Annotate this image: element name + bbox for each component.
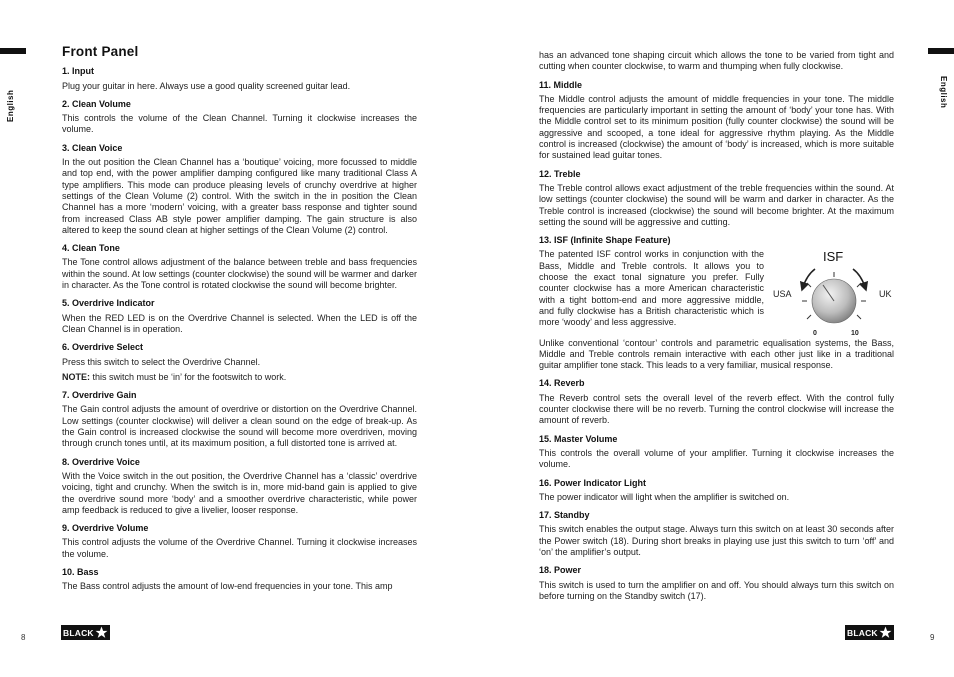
brand-logo-right: [845, 625, 894, 640]
language-tab-label: English: [939, 76, 948, 109]
note-label: NOTE:: [62, 371, 90, 382]
page-number-right: 9: [930, 633, 935, 642]
section-heading: 5. Overdrive Indicator: [62, 298, 155, 309]
max-label: 10: [851, 330, 859, 338]
logo-text: BLACK: [63, 627, 94, 638]
section-heading: 17. Standby: [539, 510, 590, 521]
language-tab-left: [0, 48, 26, 134]
continued-text: has an advanced tone shaping circuit which allows the tone to be varied from tight and cutting when counter clockwise, to warm and thumping when fully clockwise.: [539, 50, 894, 72]
section-heading: 3. Clean Voice: [62, 142, 123, 153]
section-body: The patented ISF control works in conjunction with the Bass, Middle and Treble controls. It allows you to choose the exact tonal signature you prefer. Fully counter clockwise has a more American characteristic with a tight bottom-end and more aggressive middle, and fully clockwise has a British characteristic which is more ‘woody’ and less aggressive.: [539, 249, 764, 328]
star-icon: [95, 626, 108, 639]
section-body: The Middle control adjusts the amount of middle frequencies in your tone. The middle frequencies are particularly important in setting the amount of ‘body’ your tone has. With the Middle control set to its minimum position (fully counter clockwise) the sound will be aggressive and scooped, a tone ideal for aggressive rhythm playing. As the Middle control is increased (clockwise) the amount of ‘body’ is increased, which is more suitable for sustained lead guitar tones.: [539, 93, 894, 161]
left-column: [62, 46, 417, 594]
section-body: The Treble control allows exact adjustment of the treble frequencies within the sound. At low settings (counter clockwise) the sound will be warm and darker in character. As the Treble control is increased (clockwise) the sound will become brighter. At the maximum setting the sound will be aggressive and cutting.: [539, 182, 894, 227]
section-body: Unlike conventional ‘contour’ controls and parametric equalisation systems, the Bass, Middle and Treble controls remain interactive with each other just like in a traditional guitar amplifier tone stack. This leads to a very familiar, musical response.: [539, 337, 894, 371]
section-body: The Gain control adjusts the amount of overdrive or distortion on the Overdrive Channel. Low settings (counter clockwise) will deliver a clean sound on the edge of break-up. As the Gain control is increased clockwise the sound will become more overdriven, moving through crunch tones until, at its maximum position, a full distorted tone is arrived at.: [62, 404, 417, 449]
isf-knob-diagram: [771, 239, 897, 339]
section-heading: 8. Overdrive Voice: [62, 456, 140, 467]
section-body: With the Voice switch in the out position, the Overdrive Channel has a ‘classic’ overdrive voicing, tight and crunchy. When the switch is in, more mid-band gain is applied to give the overdrive sound more ‘body’ and a smoother overdrive characteristic, while power amp feedback is reduced to give a livelier, looser response.: [62, 470, 417, 515]
section-heading: 7. Overdrive Gain: [62, 390, 137, 401]
section-body: When the RED LED is on the Overdrive Channel is selected. When the LED is off the Clean Channel is in operation.: [62, 312, 417, 334]
usa-label: USA: [773, 289, 792, 300]
isf-block: [539, 249, 894, 338]
note-text: this switch must be ‘in’ for the footswitch to work.: [90, 371, 287, 382]
section-heading: 14. Reverb: [539, 378, 585, 389]
section-heading: 9. Overdrive Volume: [62, 523, 149, 534]
language-tab-right: [928, 48, 954, 134]
star-icon: [879, 626, 892, 639]
section-heading: 2. Clean Volume: [62, 98, 131, 109]
logo-text: BLACK: [847, 627, 878, 638]
section-body: This controls the overall volume of your amplifier. Turning it clockwise increases the volume.: [539, 447, 894, 470]
section-body: The power indicator will light when the amplifier is switched on.: [539, 491, 790, 502]
section-heading: 18. Power: [539, 565, 582, 576]
section-body: In the out position the Clean Channel has a ‘boutique’ voicing, more focussed to middle and top end, with the power amplifier damping configured like many traditional Class A type amplifiers. This mode can produce pleasing levels of crunchy overdrive at higher settings of the Clean Volume (2) control. With the switch in the in position the Clean Channel has a more ‘modern’ voicing, with a greater bass response and tighter sound from increased Class AB style power amplifier damping. The gain structure is also altered to keep the sound clean at higher settings of the Clean Volume (2) control.: [62, 157, 417, 235]
section-heading: 13. ISF (Infinite Shape Feature): [539, 235, 671, 246]
section-body: This switch is used to turn the amplifier on and off. You should always turn this switch on before turning on the Standby switch (17).: [539, 579, 894, 601]
section-body: The Bass control adjusts the amount of low-end frequencies in your tone. This amp: [62, 581, 393, 592]
section-body: The Reverb control sets the overall level of the reverb effect. With the control fully counter clockwise there will be no reverb. Turning the control clockwise will increase the amount of reverb.: [539, 392, 894, 426]
section-heading: 16. Power Indicator Light: [539, 477, 647, 488]
uk-label: UK: [879, 289, 892, 300]
section-body: Plug your guitar in here. Always use a good quality screened guitar lead.: [62, 80, 351, 91]
section-heading: 10. Bass: [62, 566, 99, 577]
right-column: [539, 50, 894, 603]
section-heading: 4. Clean Tone: [62, 243, 120, 254]
isf-label: ISF: [823, 249, 844, 265]
section-heading: 12. Treble: [539, 168, 581, 179]
min-label: 0: [813, 330, 817, 338]
page-title: Front Panel: [62, 44, 139, 59]
section-body: This switch enables the output stage. Always turn this switch on at least 30 seconds after the Power switch (18). During short breaks in playing use just this switch to turn ‘off’ and ‘on’ the amplifier’s output.: [539, 524, 894, 557]
section-heading: 1. Input: [62, 66, 94, 77]
section-heading: 15. Master Volume: [539, 433, 618, 444]
brand-logo-left: [61, 625, 110, 640]
section-heading: 6. Overdrive Select: [62, 342, 144, 353]
section-heading: 11. Middle: [539, 79, 583, 90]
section-body: Press this switch to select the Overdrive Channel.: [62, 356, 261, 367]
section-body: This controls the volume of the Clean Channel. Turning it clockwise increases the volume.: [62, 113, 417, 135]
section-body: The Tone control allows adjustment of the balance between treble and bass frequencies within the sound. At low settings (counter clockwise) the sound will be warmer and darker in character. As the Tone control is rotated clockwise the sound will become brighter.: [62, 257, 417, 291]
section-body: This control adjusts the volume of the Overdrive Channel. Turning it clockwise increases the volume.: [62, 537, 417, 559]
page-number-left: 8: [21, 633, 26, 642]
note: [62, 372, 417, 383]
language-tab-label: English: [6, 89, 15, 122]
